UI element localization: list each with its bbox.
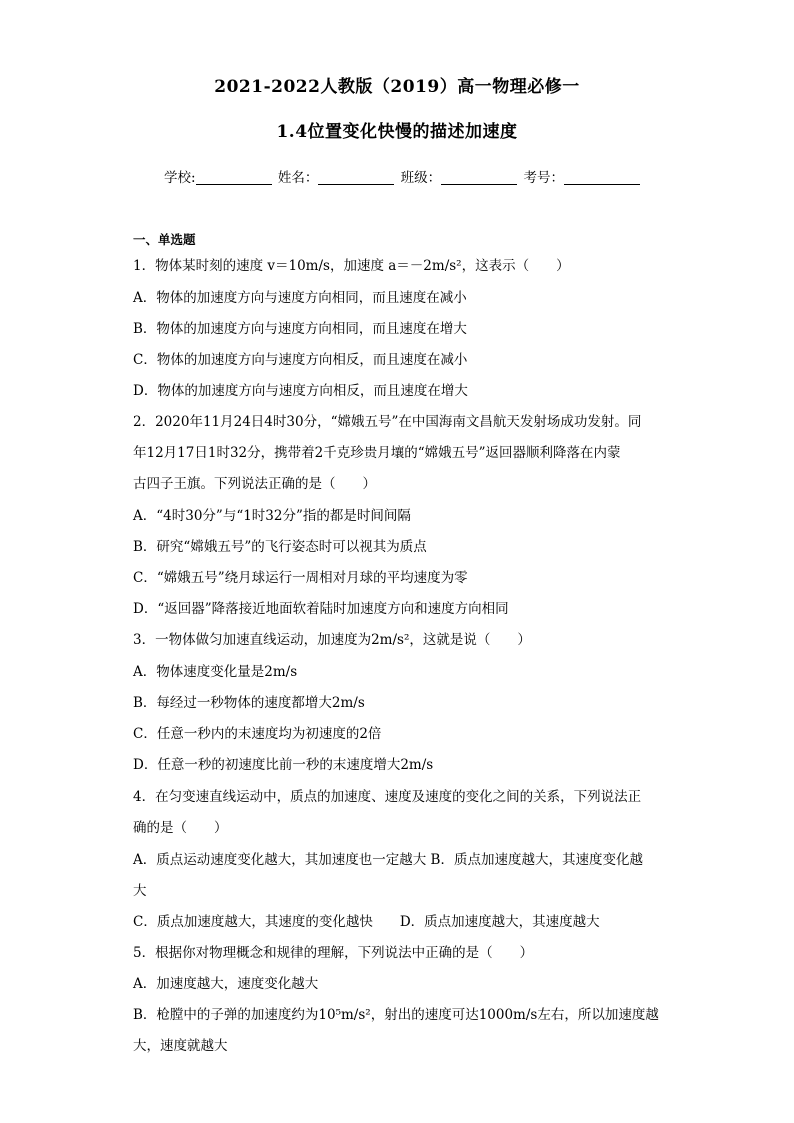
- exam-number-label: 考号：: [523, 170, 564, 186]
- option-line: A．物体速度变化量是2m/s: [133, 664, 298, 680]
- option-line: D．任意一秒的初速度比前一秒的末速度增大2m/s: [133, 757, 434, 773]
- name-blank[interactable]: [318, 170, 394, 185]
- question-line: 4．在匀变速直线运动中，质点的加速度、速度及速度的变化之间的关系，下列说法正: [133, 789, 642, 805]
- school-label: 学校:: [164, 170, 196, 186]
- option-line: A．物体的加速度方向与速度方向相同，而且速度在减小: [133, 290, 467, 306]
- option-line: 大: [133, 883, 147, 899]
- option-line: D．物体的加速度方向与速度方向相反，而且速度在增大: [133, 383, 468, 399]
- question-line: 1．物体某时刻的速度 v＝10m/s，加速度 a＝－2m/s²，这表示（ ）: [133, 258, 570, 274]
- question-line: 3．一物体做匀加速直线运动，加速度为2m/s²，这就是说（ ）: [133, 632, 531, 648]
- option-line: B．枪膛中的子弹的加速度约为10⁵m/s²，射出的速度可达1000m/s左右，所以加速度越: [133, 1007, 659, 1023]
- option-line: B．研究“嫦娥五号”的飞行姿态时可以视其为质点: [133, 539, 427, 555]
- exam-number-blank[interactable]: [564, 170, 640, 185]
- option-line: A．“4时30分”与“1时32分”指的都是时间间隔: [133, 508, 411, 524]
- question-line: 2．2020年11月24日4时30分，“嫦娥五号”在中国海南文昌航天发射场成功发射。同: [133, 414, 642, 430]
- option-line: B．物体的加速度方向与速度方向相同，而且速度在增大: [133, 321, 467, 337]
- option-line: C．“嫦娥五号”绕月球运行一周相对月球的平均速度为零: [133, 570, 468, 586]
- school-blank[interactable]: [196, 170, 272, 185]
- class-blank[interactable]: [441, 170, 517, 185]
- student-info-row: [164, 166, 642, 186]
- option-line: C．质点加速度越大，其速度的变化越快 D．质点加速度越大，其速度越大: [133, 914, 600, 930]
- option-line: A．质点运动速度变化越大，其加速度也一定越大 B．质点加速度越大，其速度变化越: [133, 852, 643, 868]
- option-line: C．任意一秒内的末速度均为初速度的2倍: [133, 726, 382, 742]
- question-line: 古四子王旗。下列说法正确的是（ ）: [133, 476, 376, 492]
- class-label: 班级：: [400, 170, 442, 186]
- option-line: B．每经过一秒物体的速度都增大2m/s: [133, 695, 365, 711]
- question-line: 5．根据你对物理概念和规律的理解，下列说法中正确的是（ ）: [133, 945, 534, 961]
- option-line: 大，速度就越大: [133, 1038, 228, 1054]
- document-subtitle: 1.4位置变化快慢的描述加速度: [276, 122, 518, 142]
- option-line: D．“返回器”降落接近地面软着陆时加速度方向和速度方向相同: [133, 601, 509, 617]
- question-line: 确的是（ ）: [133, 820, 228, 836]
- option-line: A．加速度越大，速度变化越大: [133, 976, 319, 992]
- document-title: 2021-2022人教版（2019）高一物理必修一: [214, 77, 580, 97]
- option-line: C．物体的加速度方向与速度方向相反，而且速度在减小: [133, 352, 468, 368]
- question-line: 年12月17日1时32分，携带着2千克珍贵月壤的“嫦娥五号”返回器顺利降落在内蒙: [133, 445, 621, 461]
- name-label: 姓名：: [277, 170, 319, 186]
- section-title: 一、单选题: [133, 232, 196, 247]
